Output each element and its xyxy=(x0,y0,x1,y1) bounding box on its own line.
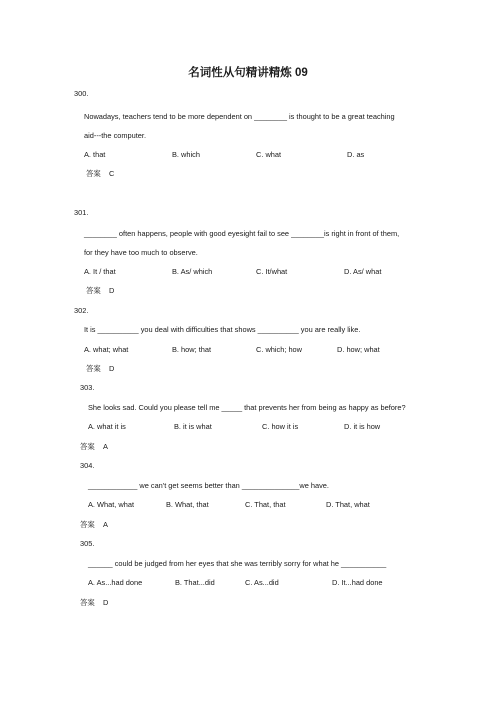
question-text: Nowadays, teachers tend to be more dependent on ________ is thought to be a great teaching xyxy=(84,112,395,121)
question-number: 302. xyxy=(74,306,89,315)
question-text: She looks sad. Could you please tell me _____ that prevents her from being as happy as before? xyxy=(88,403,406,412)
option-a: A. As...had done xyxy=(88,578,143,587)
option-a: A. It / that xyxy=(84,267,116,276)
option-a: A. what it is xyxy=(88,422,126,431)
option-a: A. What, what xyxy=(88,500,135,509)
answer-value: A xyxy=(103,520,108,529)
option-c: C. what xyxy=(256,150,282,159)
answer-label: 答案 xyxy=(80,520,95,529)
answer-label: 答案 xyxy=(86,169,101,178)
option-c: C. As...did xyxy=(245,578,279,587)
answer-value: C xyxy=(109,169,115,178)
option-a: A. that xyxy=(84,150,106,159)
answer-value: D xyxy=(109,286,115,295)
question-number: 304. xyxy=(80,461,95,470)
option-d: D. as xyxy=(347,150,365,159)
answer-label: 答案 xyxy=(80,442,95,451)
question-text: ________ often happens, people with good eyesight fail to see ________is right in front of them, xyxy=(84,229,400,238)
question-text: aid---the computer. xyxy=(84,131,147,140)
option-b: B. which xyxy=(172,150,200,159)
answer-label: 答案 xyxy=(86,364,101,373)
option-b: B. how; that xyxy=(172,345,212,354)
page-title: 名词性从句精讲精炼 09 xyxy=(188,67,308,79)
question-text: ______ could be judged from her eyes that she was terribly sorry for what he ___________ xyxy=(88,559,387,568)
option-b: B. it is what xyxy=(174,422,212,431)
answer-value: D xyxy=(109,364,115,373)
question-text: for they have too much to observe. xyxy=(84,248,198,257)
option-b: B. What, that xyxy=(166,500,209,509)
option-d: D. As/ what xyxy=(344,267,382,276)
option-c: C. how it is xyxy=(262,422,299,431)
question-number: 301. xyxy=(74,208,89,217)
option-c: C. which; how xyxy=(256,345,303,354)
option-b: B. As/ which xyxy=(172,267,213,276)
option-d: D. it is how xyxy=(344,422,381,431)
answer-label: 答案 xyxy=(80,598,95,607)
question-text: It is __________ you deal with difficulties that shows __________ you are really like. xyxy=(84,325,361,334)
question-number: 300. xyxy=(74,89,89,98)
option-b: B. That...did xyxy=(175,578,215,587)
question-number: 303. xyxy=(80,383,95,392)
option-d: D. how; what xyxy=(337,345,380,354)
answer-value: D xyxy=(103,598,109,607)
option-a: A. what; what xyxy=(84,345,129,354)
option-d: D. It...had done xyxy=(332,578,383,587)
option-c: C. It/what xyxy=(256,267,288,276)
question-number: 305. xyxy=(80,539,95,548)
option-d: D. That, what xyxy=(326,500,370,509)
answer-value: A xyxy=(103,442,108,451)
answer-label: 答案 xyxy=(86,286,101,295)
option-c: C. That, that xyxy=(245,500,286,509)
question-text: ____________ we can't get seems better than ______________we have. xyxy=(88,481,329,490)
